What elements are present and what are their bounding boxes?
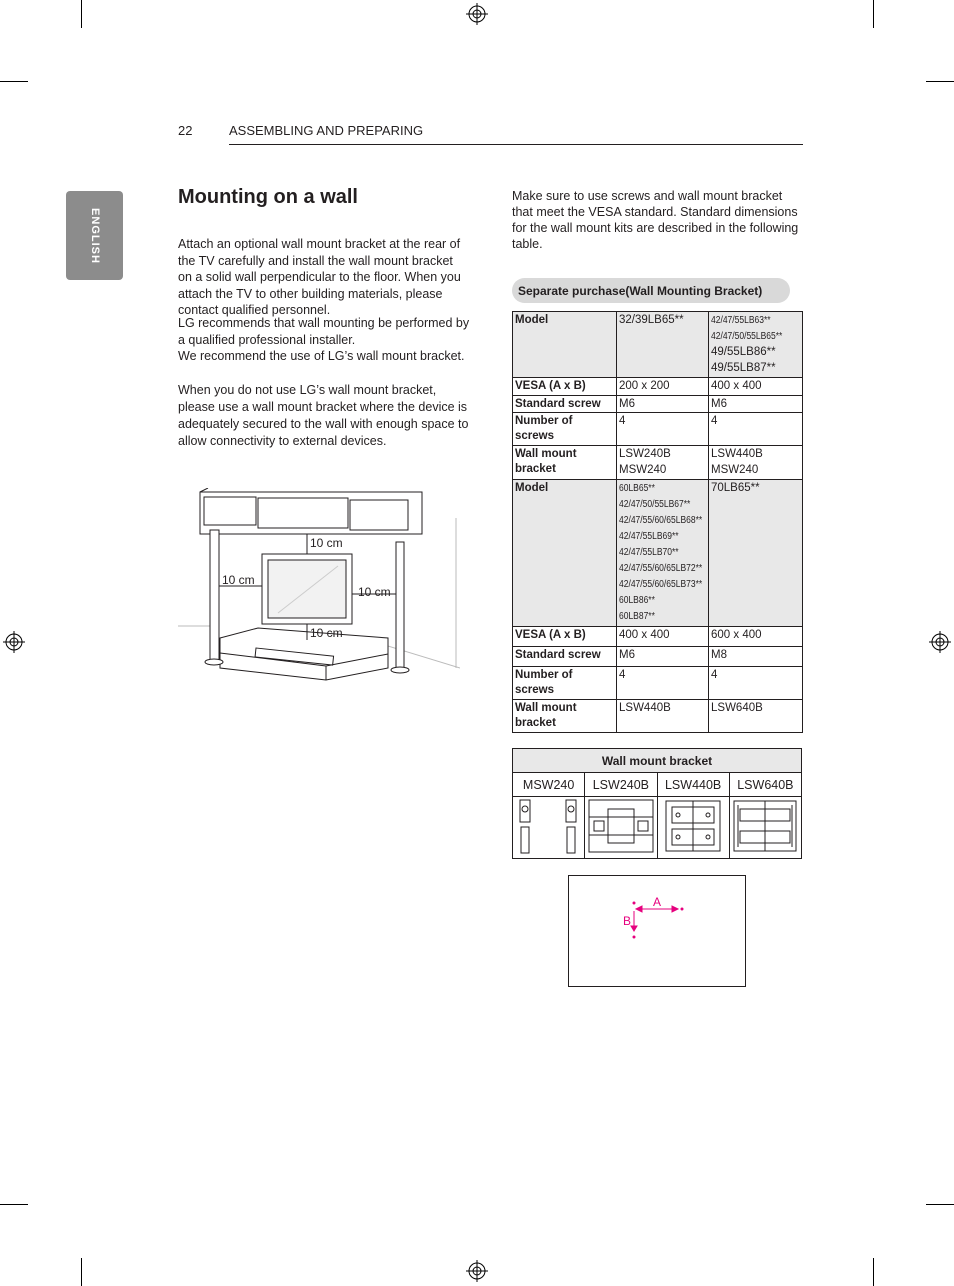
table-cell: 4	[617, 667, 709, 700]
model-name: 42/47/55LB63**	[711, 315, 771, 326]
table-cell: LSW640B	[709, 700, 803, 733]
crop-mark	[0, 81, 28, 82]
bracket-table	[512, 748, 802, 859]
bracket-image-cell	[657, 797, 729, 859]
model-cell	[617, 312, 709, 378]
language-tab	[66, 191, 123, 280]
crop-mark	[873, 1258, 874, 1286]
table-row	[513, 700, 803, 733]
model-name: 60LB65**	[619, 483, 655, 494]
registration-mark-icon	[466, 3, 488, 25]
bracket-name: LSW440B	[711, 448, 763, 460]
label-screw: Standard screw	[513, 647, 617, 667]
table-cell: 400 x 400	[617, 627, 709, 647]
table-cell: 4	[617, 413, 709, 446]
label-model: Model	[513, 480, 617, 627]
crop-mark	[81, 1258, 82, 1286]
header-rule	[229, 144, 803, 145]
label-bracket: Wall mount bracket	[513, 446, 617, 480]
model-name: 70LB65**	[711, 482, 760, 494]
model-cell	[709, 312, 803, 378]
label-number: Number of screws	[513, 413, 617, 446]
bracket-name: LSW240B	[619, 448, 671, 460]
lsw440b-bracket-icon	[658, 797, 728, 855]
table-row	[513, 647, 803, 667]
msw240-bracket-icon	[514, 797, 584, 855]
table-cell: 400 x 400	[709, 378, 803, 396]
paragraph: We recommend the use of LG’s wall mount bracket.	[178, 349, 465, 363]
table-row	[513, 627, 803, 647]
model-name: 42/47/50/55LB67**	[619, 499, 691, 510]
bracket-table-heading: Wall mount bracket	[513, 749, 802, 773]
bracket-image-cell	[513, 797, 585, 859]
model-name: 42/47/55LB70**	[619, 547, 679, 558]
model-name: 49/55LB86**	[711, 346, 776, 358]
page-title: Mounting on a wall	[178, 186, 358, 208]
bracket-image-cell	[585, 797, 657, 859]
crop-mark	[81, 0, 82, 28]
table-row	[513, 667, 803, 700]
model-name: 49/55LB87**	[711, 361, 776, 374]
label-bracket: Wall mount bracket	[513, 700, 617, 733]
table-row	[513, 312, 803, 378]
model-name: 32/39LB65**	[619, 314, 684, 326]
table-row	[513, 480, 803, 627]
table-cell: M6	[617, 647, 709, 667]
crop-mark	[926, 1204, 954, 1205]
model-name: 60LB86**	[619, 595, 655, 606]
bracket-name: MSW240	[619, 463, 667, 476]
spec-table	[512, 311, 803, 733]
language-tab-label: ENGLISH	[88, 207, 101, 264]
registration-mark-icon	[929, 631, 951, 653]
section-pill-heading: Separate purchase(Wall Mounting Bracket)	[512, 278, 790, 303]
label-number: Number of screws	[513, 667, 617, 700]
crop-mark	[873, 0, 874, 28]
registration-mark-icon	[3, 631, 25, 653]
crop-mark	[0, 1204, 28, 1205]
model-name: 60LB87**	[619, 611, 655, 622]
bracket-image-cell	[729, 797, 801, 859]
table-cell: 4	[709, 667, 803, 700]
table-cell: M8	[709, 647, 803, 667]
registration-mark-icon	[466, 1260, 488, 1282]
table-row	[513, 773, 802, 797]
model-name: 42/47/55/60/65LB72**	[619, 563, 703, 574]
bracket-name-cell: MSW240	[513, 773, 585, 797]
model-cell	[617, 480, 709, 627]
model-name: 42/47/55/60/65LB68**	[619, 515, 703, 526]
model-name: 42/47/55/60/65LB73**	[619, 579, 703, 590]
bracket-name: MSW240	[711, 463, 759, 476]
lsw240b-bracket-icon	[586, 797, 656, 855]
paragraph: Attach an optional wall mount bracket at the rear of the TV carefully and install the wall mount bracket on a solid wall perpendicular to the floor. When you attach the TV to other building materials, please contact qualified personnel.	[178, 237, 461, 317]
paragraph: When you do not use LG’s wall mount bracket, please use a wall mount bracket where the device is adequately secured to the wall with enough space to allow connectivity to external devices.	[178, 383, 469, 448]
clearance-top-label: 10 cm	[310, 536, 343, 550]
page-number: 22	[178, 123, 193, 138]
clearance-right-label: 10 cm	[358, 585, 391, 599]
table-row	[513, 446, 803, 480]
table-row	[513, 749, 802, 773]
paragraph: LG recommends that wall mounting be performed by a qualified professional installer.	[178, 316, 470, 347]
clearance-left-label: 10 cm	[222, 573, 255, 587]
table-row	[513, 395, 803, 413]
bracket-name-cell: LSW440B	[657, 773, 729, 797]
table-row	[513, 797, 802, 859]
table-cell: 200 x 200	[617, 378, 709, 396]
lsw640b-bracket-icon	[730, 797, 800, 855]
label-vesa: VESA (A x B)	[513, 627, 617, 647]
bracket-name-cell: LSW240B	[585, 773, 657, 797]
vesa-b-label: B	[623, 914, 632, 928]
wall-clearance-diagram	[178, 488, 460, 688]
table-cell: M6	[617, 395, 709, 413]
table-cell: 600 x 400	[709, 627, 803, 647]
section-title: ASSEMBLING AND PREPARING	[229, 123, 424, 138]
model-name: 42/47/55LB69**	[619, 531, 679, 542]
table-row	[513, 413, 803, 446]
model-cell	[709, 480, 803, 627]
vesa-intro: Make sure to use screws and wall mount bracket that meet the VESA standard. Standard dimensions for the wall mount kits are described in the following table.	[512, 189, 799, 251]
model-name: 42/47/50/55LB65**	[711, 331, 783, 342]
table-row	[513, 378, 803, 396]
table-cell: M6	[709, 395, 803, 413]
vesa-a-label: A	[653, 895, 662, 909]
clearance-bottom-label: 10 cm	[310, 626, 343, 640]
table-cell: LSW440B	[617, 700, 709, 733]
table-cell: 4	[709, 413, 803, 446]
table-cell	[617, 446, 709, 480]
table-cell	[709, 446, 803, 480]
label-model: Model	[513, 312, 617, 378]
label-vesa: VESA (A x B)	[513, 378, 617, 396]
bracket-name-cell: LSW640B	[729, 773, 801, 797]
label-screw: Standard screw	[513, 395, 617, 413]
crop-mark	[926, 81, 954, 82]
